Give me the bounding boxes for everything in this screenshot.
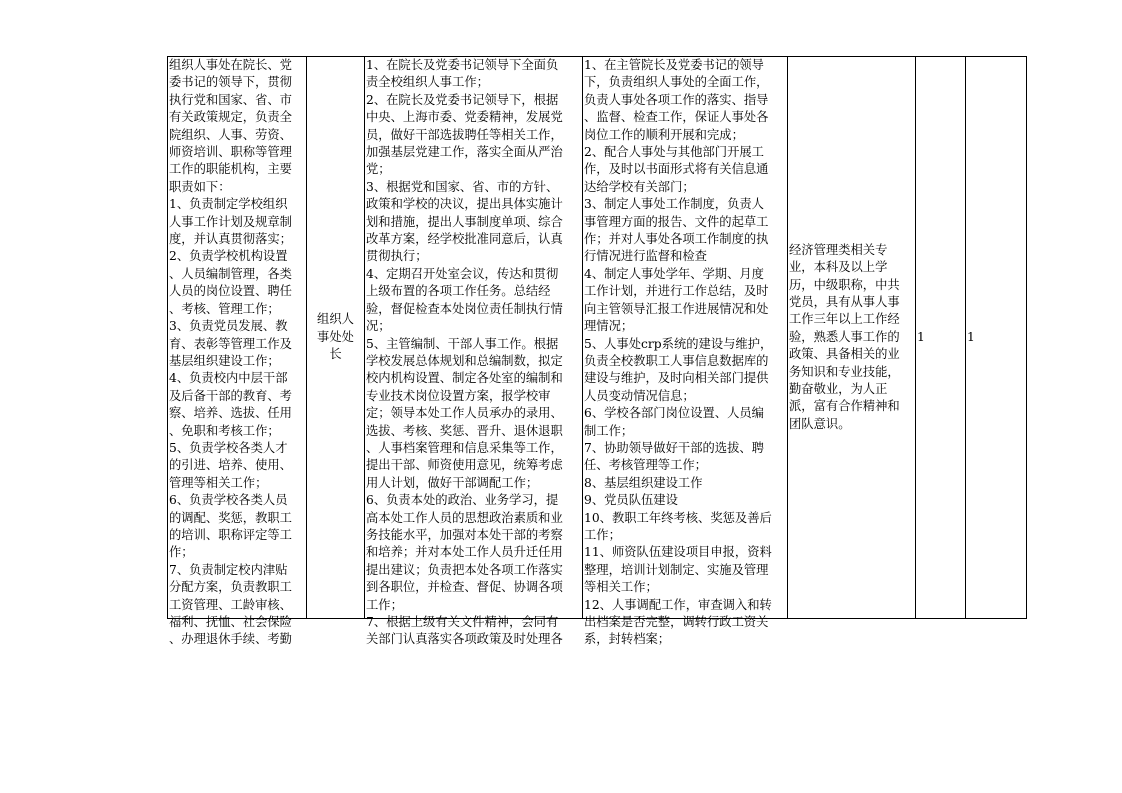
duty-line: 定；领导本处工作人员承办的录用、 [366, 406, 563, 421]
description-line: 5、负责学校各类人才 [169, 440, 288, 455]
duty-line: 贯彻执行； [366, 249, 428, 264]
requirements-cell [788, 57, 916, 619]
table-row [168, 57, 1027, 619]
work-content-line: 6、学校各部门岗位设置、人员编 [584, 406, 764, 421]
work-content-line: 作；并对人事处各项工作制度的执 [584, 232, 769, 247]
requirement-line: 派，富有合作精神和 [789, 399, 900, 414]
duty-line: 验，督促检查本处岗位责任制执行情 [366, 301, 563, 316]
work-content-line: 达给学校有关部门； [584, 179, 695, 194]
requirement-line: 团队意识。 [789, 416, 851, 431]
description-line: 、考核、管理工作； [169, 301, 280, 316]
count-a-cell [916, 57, 966, 619]
duty-line: 2、在院长及党委书记领导下，根据 [366, 92, 559, 107]
duty-line: 改革方案，经学校批准同意后，认真 [366, 232, 563, 247]
description-line: 及后备干部的教育、考 [169, 388, 292, 403]
work-content-line: 工作计划，并进行工作总结，及时 [584, 284, 769, 299]
description-line: 育、表彰等管理工作及 [169, 336, 292, 351]
requirement-line: 工作三年以上工作经 [789, 312, 900, 327]
duty-line: 务技能水平，加强对本处干部的考察 [366, 527, 563, 542]
duty-line: 、人事档案管理和信息采集等工作， [366, 440, 563, 455]
work-content-line: 系，封转档案； [584, 632, 671, 647]
duty-line: 3、根据党和国家、省、市的方针、 [366, 179, 559, 194]
duty-line: 4、定期召开处室会议，传达和贯彻 [366, 266, 559, 281]
duty-line: 到各职位，并检查、督促、协调各项 [366, 580, 563, 595]
duty-line: 高本处工作人员的思想政治素质和业 [366, 510, 563, 525]
work-content-line: 负责人事处各项工作的落实、指导 [584, 92, 769, 107]
position-title-cell [307, 57, 365, 619]
work-content-line: 8、基层组织建设工作 [584, 475, 703, 490]
duty-line: 上级布置的各项工作任务。总结经 [366, 284, 551, 299]
count-a: 1 [917, 329, 925, 344]
duty-line: 6、负责本处的政治、业务学习，提 [366, 493, 559, 508]
work-content-line: 向主管领导汇报工作进展情况和处 [584, 301, 769, 316]
description-line: 、办理退休手续、考勤 [169, 632, 292, 647]
work-content-line: 等相关工作； [584, 580, 658, 595]
position-title-line: 组织人 [317, 312, 354, 327]
work-content-line: 人员变动情况信息； [584, 388, 695, 403]
duty-line: 1、在院长及党委书记领导下全面负 [366, 58, 559, 72]
description-line: 察、培养、选拔、任用 [169, 406, 292, 421]
description-line: 6、负责学校各类人员 [169, 493, 288, 508]
description-line: 师资培训、职称等管理 [169, 145, 292, 160]
count-b-cell [966, 57, 1027, 619]
work-content-line: 、监督、检查工作，保证人事处各 [584, 110, 769, 125]
work-content-line: 12、人事调配工作，审查调入和转 [584, 597, 772, 612]
description-line: 人员的岗位设置、聘任 [169, 284, 292, 299]
description-line: 的调配、奖惩，教职工 [169, 510, 292, 525]
work-content-line: 出档案是否完整，调转行政工资关 [584, 615, 769, 629]
description-line: 1、负责制定学校组织 [169, 197, 288, 212]
description-line: 组织人事处在院长、党 [169, 58, 292, 72]
duty-line: 5、主管编制、干部人事工作。根据 [366, 336, 559, 351]
duties-cell [365, 57, 583, 647]
duty-line: 提出干部、师资使用意见，统筹考虑 [366, 458, 563, 473]
work-content-line: 负责全校教职工人事信息数据库的 [584, 353, 769, 368]
requirement-line: 经济管理类相关专 [789, 242, 888, 257]
work-content-line: 作，及时以书面形式将有关信息通 [584, 162, 769, 177]
duty-line: 划和措施，提出人事制度单项、综合 [366, 214, 563, 229]
work-content-line: 2、配合人事处与其他部门开展工 [584, 145, 764, 160]
work-content-line: 制工作； [584, 423, 634, 438]
duty-line: 用人计划，做好干部调配工作； [366, 475, 539, 490]
description-line: 有关政策规定，负责全 [169, 110, 292, 125]
duty-line: 加强基层党建工作，落实全面从严治 [366, 145, 563, 160]
requirement-line: 验，熟悉人事工作的 [789, 329, 900, 344]
description-line: 工资管理、工龄审核、 [169, 597, 292, 612]
requirement-line: 业，本科及以上学 [789, 260, 888, 275]
work-content-line: 工作； [584, 527, 621, 542]
work-content-line: 9、党员队伍建设 [584, 493, 678, 508]
description-line: 管理等相关工作； [169, 475, 268, 490]
duty-line: 和培养；并对本处工作人员升迁任用 [366, 545, 563, 560]
job-table [167, 56, 1027, 647]
description-line: 工作的职能机构，主要 [169, 162, 292, 177]
duty-line: 况； [366, 319, 391, 334]
work-content-line: 3、制定人事处工作制度，负责人 [584, 197, 764, 212]
duty-line: 政策和学校的决议，提出具体实施计 [366, 197, 563, 212]
duty-line: 责全校组织人事工作； [366, 75, 489, 90]
requirement-line: 党员，具有从事人事 [789, 294, 900, 309]
description-line: 3、负责党员发展、教 [169, 319, 288, 334]
duty-line: 工作； [366, 597, 403, 612]
duty-line: 校内机构设置、制定各处室的编制和 [366, 371, 563, 386]
duty-line: 中央、上海市委、党委精神，发展党 [366, 110, 563, 125]
duty-line: 提出建议；负责把本处各项工作落实 [366, 562, 563, 577]
duty-line: 7、根据上级有关文件精神，会同有 [366, 615, 559, 629]
work-content-cell [583, 57, 788, 647]
work-content-line: 任、考核管理等工作； [584, 458, 707, 473]
description-line: 作； [169, 545, 194, 560]
requirement-line: 政策、具备相关的业 [789, 347, 900, 362]
work-content-line: 下，负责组织人事处的全面工作， [584, 75, 769, 90]
duty-line: 员，做好干部选拔聘任等相关工作， [366, 127, 563, 142]
duty-line: 选拔、考核、奖惩、晋升、退休退职 [366, 423, 563, 438]
position-title-line: 事处处 [317, 329, 354, 344]
description-line: 职责如下： [169, 179, 231, 194]
duty-line: 专业技术岗位设置方案，报学校审 [366, 388, 551, 403]
work-content-line: 整理，培训计划制定、实施及管理 [584, 562, 769, 577]
work-content-line: 岗位工作的顺利开展和完成； [584, 127, 744, 142]
description-line: 执行党和国家、省、市 [169, 92, 292, 107]
description-line: 人事工作计划及规章制 [169, 214, 292, 229]
work-content-line: 11、师资队伍建设项目申报，资料 [584, 545, 772, 560]
work-content-line: 事管理方面的报告、文件的起草工 [584, 214, 769, 229]
description-line: 、免职和考核工作； [169, 423, 280, 438]
description-line: 的培训、职称评定等工 [169, 527, 292, 542]
work-content-line: 理情况； [584, 319, 634, 334]
work-content-line: 建设与维护，及时向相关部门提供 [584, 371, 769, 386]
description-line: 的引进、培养、使用、 [169, 458, 292, 473]
requirement-line: 务知识和专业技能， [789, 364, 900, 379]
work-content-line: 10、教职工年终考核、奖惩及善后 [584, 510, 772, 525]
requirement-line: 历，中级职称，中共 [789, 277, 900, 292]
description-line: 度，并认真贯彻落实； [169, 232, 292, 247]
duty-line: 关部门认真落实各项政策及时处理各 [366, 632, 563, 647]
description-line: 7、负责制定校内津贴 [169, 562, 288, 577]
requirement-line: 勤奋敬业，为人正 [789, 382, 888, 397]
work-content-line: 1、在主管院长及党委书记的领导 [584, 58, 764, 72]
description-line: 、人员编制管理，各类 [169, 266, 292, 281]
description-line: 2、负责学校机构设置 [169, 249, 288, 264]
position-title-line: 长 [329, 347, 342, 362]
duty-line: 学校发展总体规划和总编制数，拟定 [366, 353, 563, 368]
description-line: 院组织、人事、劳资、 [169, 127, 292, 142]
work-content-line: 行情况进行监督和检查 [584, 249, 707, 264]
duty-line: 党； [366, 162, 391, 177]
count-b: 1 [967, 329, 975, 344]
description-line: 委书记的领导下，贯彻 [169, 75, 292, 90]
department-description-cell [168, 57, 307, 647]
description-line: 基层组织建设工作； [169, 353, 280, 368]
work-content-line: 5、人事处crp系统的建设与维护， [584, 336, 773, 351]
description-line: 福利、抚恤、社会保险 [169, 615, 292, 629]
description-line: 分配方案，负责教职工 [169, 580, 292, 595]
work-content-line: 4、制定人事处学年、学期、月度 [584, 266, 764, 281]
work-content-line: 7、协助领导做好干部的选拔、聘 [584, 440, 764, 455]
description-line: 4、负责校内中层干部 [169, 371, 288, 386]
